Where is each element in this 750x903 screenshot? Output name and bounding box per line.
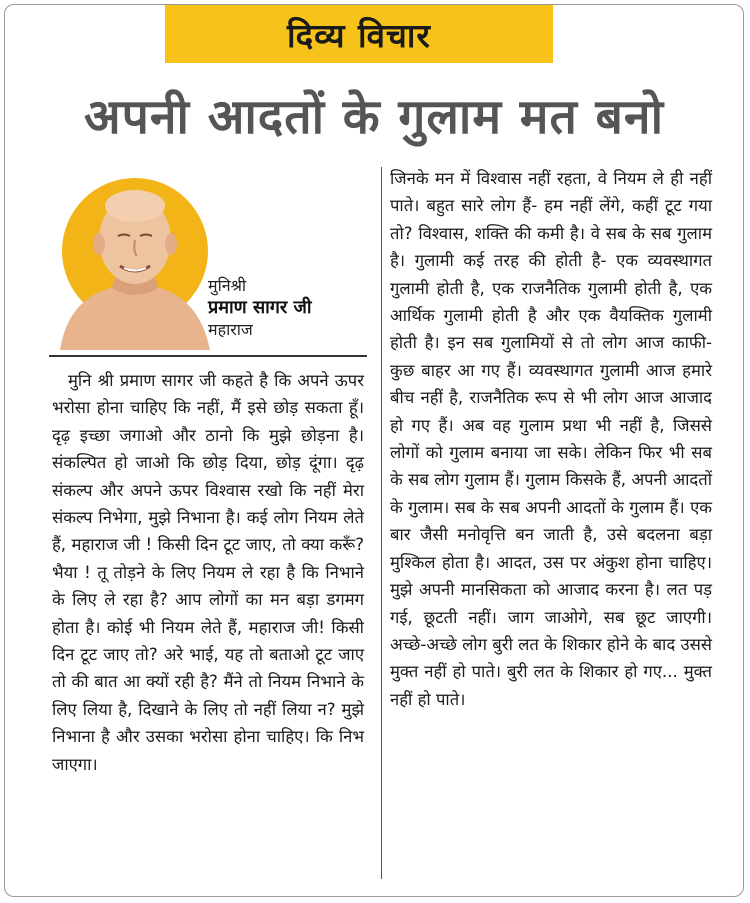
byline-divider [49,355,367,357]
author-suffix: महाराज [208,320,253,339]
author-photo [50,170,220,350]
column-divider [381,167,382,879]
author-byline [208,275,312,341]
section-banner [165,5,553,63]
section-label: दिव्य विचार [287,15,431,55]
author-name: प्रमाण सागर जी [208,297,312,318]
article-headline: अपनी आदतों के गुलाम मत बनो [83,89,664,145]
author-title: मुनिश्री [208,276,247,295]
article-body-left: मुनि श्री प्रमाण सागर जी कहते है कि अपने ऊपर भरोसा होना चाहिए कि नहीं, मैं इसे छोड़ सकता हूँ। दृढ़ इच्छा जगाओ और ठानो कि मुझे छोड़ना है। संकल्पित हो जाओ कि छोड़ दिया, छोड़ दूंगा। दृढ़ संकल्प और अपने ऊपर विश्वास रखो कि नहीं मेरा संकल्प निभेगा, मुझे निभाना है। कई लोग नियम लेते हैं, महाराज जी ! किसी दिन टूट जाए, तो क्या करूँ? भैया ! तू तोड़ने के लिए नियम ले रहा है कि निभाने के लिए ले रहा है? आप लोगों का मन बड़ा डगमग होता है। कोई भी नियम लेते हैं, महाराज जी! किसी दिन टूट जाए तो? अरे भाई, यह तो बताओ टूट जाए तो की बात आ क्यों रही है? मैंने तो नियम निभाने के लिए लिया है, दिखाने के लिए तो नहीं लिया न? मुझे निभाना है और उसका भरोसा होना चाहिए। कि निभ जाएगा। [52,371,364,774]
monk-portrait-icon [50,170,220,350]
article-body-right: जिनके मन में विश्वास नहीं रहता, वे नियम ले ही नहीं पाते। बहुत सारे लोग हैं- हम नहीं लेंगे, कहीं टूट गया तो? विश्वास, शक्ति की कमी है। वे सब के सब गुलाम है। गुलामी कई तरह की होती है- एक व्यवस्थागत गुलामी होती है, एक राजनैतिक गुलामी होती है, एक आर्थिक गुलामी होती है और एक वैयक्तिक गुलामी होती है। इन सब गुलामियों से तो लोग आज काफी-कुछ बाहर आ गए हैं। व्यवस्थागत गुलामी आज हमारे बीच नहीं है, राजनैतिक रूप से भी लोग आज आजाद हो गए हैं। अब वह गुलाम प्रथा भी नहीं है, जिससे लोगों को गुलाम बनाया जा सके। लेकिन फिर भी सब के सब लोग गुलाम हैं। गुलाम किसके हैं, अपनी आदतों के गुलाम। सब के सब अपनी आदतों के गुलाम हैं। एक बार जैसी मनोवृत्ति बन जाती है, उसे बदलना बड़ा मुश्किल होता है। आदत, उस पर अंकुश होना चाहिए। मुझे अपनी मानसिकता को आजाद करना है। लत पड़ गई, छूटती नहीं। जाग जाओगे, सब छूट जाएगी। अच्छे-अच्छे लोग बुरी लत के शिकार होने के बाद उससे मुक्त नहीं हो पाते। बुरी लत के शिकार हो गए... मुक्त नहीं हो पाते। [390,169,712,709]
newspaper-clipping [4,4,744,897]
